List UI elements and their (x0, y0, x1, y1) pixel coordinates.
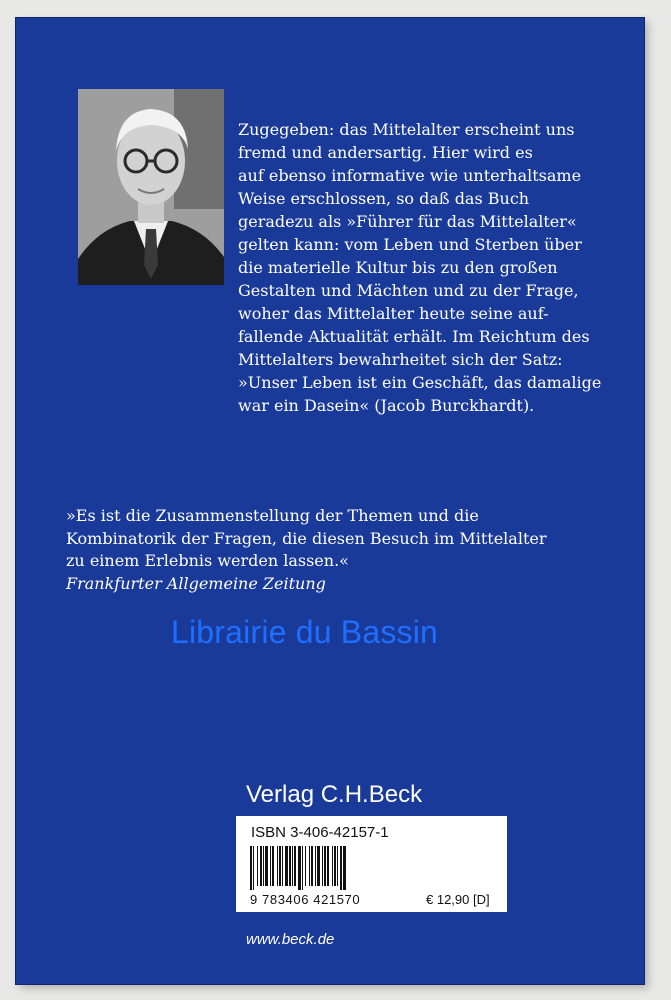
blurb-line: Mittelalters bewahrheitet sich der Satz: (238, 350, 563, 369)
review-quote (66, 505, 626, 595)
barcode-label (236, 816, 507, 912)
book-back-cover (16, 18, 644, 984)
blurb-line: fallende Aktualität erhält. Im Reichtum des (238, 327, 590, 346)
blurb-line: gelten kann: vom Leben und Sterben über (238, 235, 582, 254)
author-portrait-image (78, 89, 224, 285)
review-source: Frankfurter Allgemeine Zeitung (66, 573, 326, 593)
blurb-line: Gestalten und Mächten und zu der Frage, (238, 281, 579, 300)
publisher-website: www.beck.de (246, 931, 335, 948)
blurb-line: Weise erschlossen, so daß das Buch (238, 189, 530, 208)
author-photo (78, 89, 224, 285)
review-line: »Es ist die Zusammenstellung der Themen und die (66, 506, 479, 525)
blurb-line: Zugegeben: das Mittelalter erscheint uns (238, 120, 575, 139)
review-line: Kombinatorik der Fragen, die diesen Besuch im Mittelalter (66, 528, 547, 548)
blurb-line: woher das Mittelalter heute seine auf- (238, 304, 549, 323)
barcode-icon (250, 846, 422, 890)
publisher-name: Verlag C.H.Beck (246, 781, 423, 808)
price-text: € 12,90 [D] (426, 892, 490, 907)
review-line: zu einem Erlebnis werden lassen.« (66, 551, 349, 570)
blurb-line: fremd und andersartig. Hier wird es (238, 143, 533, 162)
blurb-line: »Unser Leben ist ein Geschäft, das damalige (238, 373, 602, 392)
blurb-line: geradezu als »Führer für das Mittelalter« (238, 212, 577, 231)
blurb-text (238, 118, 638, 417)
seller-watermark: Librairie du Bassin (171, 614, 439, 650)
blurb-line: auf ebenso informative wie unterhaltsame (238, 166, 582, 185)
isbn-text: ISBN 3-406-42157-1 (251, 824, 389, 841)
blurb-line: die materielle Kultur bis zu den großen (238, 258, 558, 277)
barcode-number: 9 783406 421570 (250, 892, 361, 907)
blurb-line: war ein Dasein« (Jacob Burckhardt). (238, 396, 535, 415)
